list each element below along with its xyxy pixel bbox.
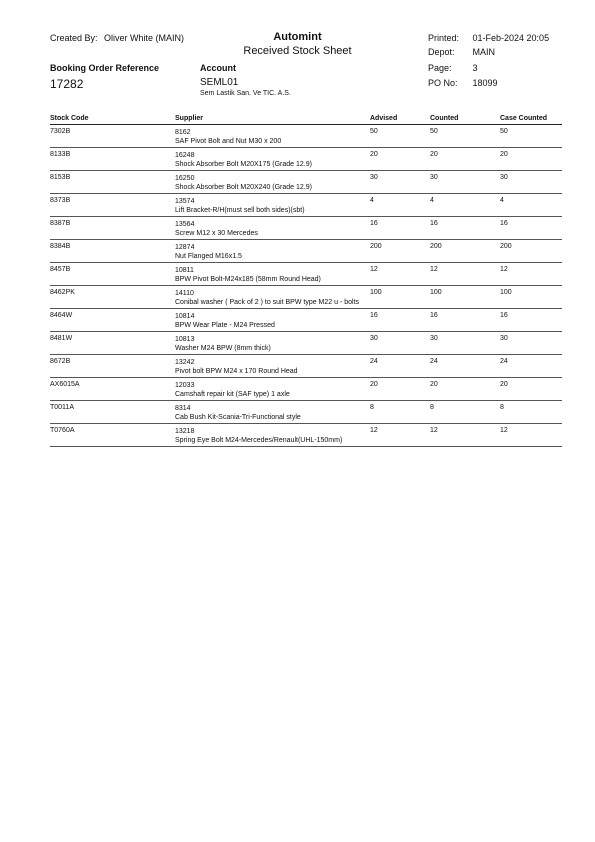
supplier-code: 10811: [175, 267, 194, 274]
supplier-code: 8162: [175, 129, 191, 136]
table-row: [50, 378, 562, 401]
table-row: [50, 309, 562, 332]
created-by: [50, 33, 184, 43]
supplier-cell: [175, 404, 301, 422]
item-description: Shock Absorber Bolt M20X240 (Grade 12.9): [175, 184, 312, 191]
item-description: BPW Pivot Bolt-M24x185 (58mm Round Head): [175, 276, 321, 283]
stock-code: T0760A: [50, 427, 75, 434]
stock-code: 8387B: [50, 220, 71, 227]
table-row: [50, 125, 562, 148]
case-counted-qty: 24: [500, 358, 508, 365]
company-title: Automint: [273, 31, 322, 43]
table-row: [50, 240, 562, 263]
printed-value: 01-Feb-2024 20:05: [472, 33, 550, 43]
depot-info: [428, 47, 495, 57]
advised-qty: 100: [370, 289, 382, 296]
counted-qty: 16: [430, 220, 438, 227]
supplier-cell: [175, 381, 290, 399]
supplier-cell: [175, 174, 312, 192]
counted-qty: 30: [430, 174, 438, 181]
account-value: SEML01: [200, 77, 239, 88]
table-row: [50, 171, 562, 194]
stock-code: AX6015A: [50, 381, 80, 388]
counted-qty: 8: [430, 404, 434, 411]
printed-label: Printed:: [428, 33, 460, 43]
case-counted-qty: 200: [500, 243, 512, 250]
supplier-code: 16250: [175, 175, 195, 182]
supplier-cell: [175, 151, 312, 169]
counted-qty: 20: [430, 381, 438, 388]
advised-qty: 30: [370, 335, 378, 342]
advised-qty: 16: [370, 220, 378, 227]
advised-qty: 200: [370, 243, 382, 250]
supplier-code: 13242: [175, 359, 195, 366]
stock-code: T0011A: [50, 404, 74, 411]
account-name: Sem Lastik San. Ve TIC. A.S.: [200, 90, 291, 97]
document-title: Received Stock Sheet: [243, 45, 352, 57]
advised-qty: 20: [370, 151, 378, 158]
advised-qty: 50: [370, 128, 378, 135]
item-description: Spring Eye Bolt M24-Mercedes/Renault(UHL-150mm): [175, 437, 343, 444]
case-counted-qty: 30: [500, 174, 508, 181]
supplier-code: 8314: [175, 405, 191, 412]
supplier-cell: [175, 289, 359, 307]
column-header-advised: Advised: [370, 115, 398, 122]
supplier-cell: [175, 312, 275, 330]
counted-qty: 200: [430, 243, 442, 250]
table-header: [50, 114, 562, 125]
case-counted-qty: 50: [500, 128, 508, 135]
account-label: Account: [200, 63, 236, 73]
item-description: SAF Pivot Bolt and Nut M30 x 200: [175, 138, 282, 145]
depot-value: MAIN: [472, 47, 496, 57]
booking-ref-label: Booking Order Reference: [50, 63, 160, 73]
stock-code: 8457B: [50, 266, 71, 273]
column-header-stock-code: Stock Code: [50, 115, 89, 122]
table-row: [50, 148, 562, 171]
counted-qty: 16: [430, 312, 438, 319]
depot-label: Depot:: [428, 47, 455, 57]
table-row: [50, 194, 562, 217]
stock-code: 8133B: [50, 151, 71, 158]
created-by-value: Oliver White (MAIN): [104, 33, 185, 43]
case-counted-qty: 30: [500, 335, 508, 342]
case-counted-qty: 100: [500, 289, 512, 296]
counted-qty: 50: [430, 128, 438, 135]
case-counted-qty: 12: [500, 427, 508, 434]
stock-code: 8481W: [50, 335, 73, 342]
supplier-cell: [175, 220, 258, 238]
case-counted-qty: 20: [500, 151, 508, 158]
column-header-counted: Counted: [430, 115, 459, 122]
table-row: [50, 332, 562, 355]
column-header-supplier: Supplier: [175, 115, 204, 122]
stock-table: [50, 114, 562, 447]
advised-qty: 8: [370, 404, 374, 411]
booking-ref-value: 17282: [50, 77, 84, 91]
advised-qty: 16: [370, 312, 378, 319]
advised-qty: 20: [370, 381, 378, 388]
stock-code: 8384B: [50, 243, 71, 250]
table-row: [50, 286, 562, 309]
page-info: [428, 63, 478, 73]
table-row: [50, 217, 562, 240]
case-counted-qty: 16: [500, 312, 508, 319]
counted-qty: 12: [430, 266, 438, 273]
advised-qty: 30: [370, 174, 378, 181]
item-description: Cab Bush Kit-Scania-Tri-Functional style: [175, 414, 301, 421]
created-by-label: Created By:: [50, 33, 98, 43]
item-description: Lift Bracket-R/H(must sell both sides)(sbt): [175, 207, 305, 214]
item-description: BPW Wear Plate - M24 Pressed: [175, 322, 275, 329]
advised-qty: 4: [370, 197, 374, 204]
stock-code: 8464W: [50, 312, 73, 319]
case-counted-qty: 20: [500, 381, 508, 388]
table-body: [50, 125, 562, 447]
supplier-code: 13218: [175, 428, 195, 435]
advised-qty: 12: [370, 266, 378, 273]
supplier-cell: [175, 128, 281, 146]
supplier-cell: [175, 358, 298, 376]
item-description: Conibal washer ( Pack of 2 ) to suit BPW type M22 u - bolts: [175, 299, 360, 306]
stock-code: 8462PK: [50, 289, 75, 296]
item-description: Pivot bolt BPW M24 x 170 Round Head: [175, 368, 298, 375]
counted-qty: 24: [430, 358, 438, 365]
supplier-code: 14110: [175, 290, 194, 297]
supplier-cell: [175, 427, 342, 445]
stock-code: 8153B: [50, 174, 71, 181]
counted-qty: 30: [430, 335, 438, 342]
supplier-code: 13574: [175, 198, 195, 205]
case-counted-qty: 12: [500, 266, 508, 273]
column-header-case-counted: Case Counted: [500, 115, 548, 122]
po-info: [428, 78, 498, 88]
po-value: 18099: [472, 78, 498, 88]
page-value: 3: [472, 63, 478, 73]
advised-qty: 12: [370, 427, 378, 434]
supplier-code: 13564: [175, 221, 195, 228]
supplier-cell: [175, 197, 305, 215]
item-description: Shock Absorber Bolt M20X175 (Grade 12.9): [175, 161, 312, 168]
stock-code: 7302B: [50, 128, 71, 135]
counted-qty: 100: [430, 289, 442, 296]
table-row: [50, 401, 562, 424]
case-counted-qty: 4: [500, 197, 504, 204]
supplier-code: 12033: [175, 382, 195, 389]
advised-qty: 24: [370, 358, 378, 365]
item-description: Camshaft repair kit (SAF type) 1 axle: [175, 391, 290, 398]
item-description: Washer M24 BPW (8mm thick): [175, 345, 271, 352]
supplier-cell: [175, 335, 271, 353]
item-description: Screw M12 x 30 Mercedes: [175, 230, 258, 237]
printed-info: [428, 33, 549, 43]
table-row: [50, 355, 562, 378]
counted-qty: 20: [430, 151, 438, 158]
stock-code: 8373B: [50, 197, 71, 204]
stock-code: 8672B: [50, 358, 71, 365]
case-counted-qty: 16: [500, 220, 508, 227]
supplier-code: 10813: [175, 336, 195, 343]
counted-qty: 4: [430, 197, 434, 204]
page-label: Page:: [428, 63, 452, 73]
supplier-code: 16248: [175, 152, 195, 159]
table-row: [50, 263, 562, 286]
counted-qty: 12: [430, 427, 438, 434]
table-row: [50, 424, 562, 447]
po-label: PO No:: [428, 78, 458, 88]
case-counted-qty: 8: [500, 404, 504, 411]
item-description: Nut Flanged M16x1.5: [175, 253, 242, 260]
supplier-code: 12874: [175, 244, 195, 251]
supplier-cell: [175, 243, 242, 261]
supplier-cell: [175, 266, 321, 284]
supplier-code: 10814: [175, 313, 195, 320]
